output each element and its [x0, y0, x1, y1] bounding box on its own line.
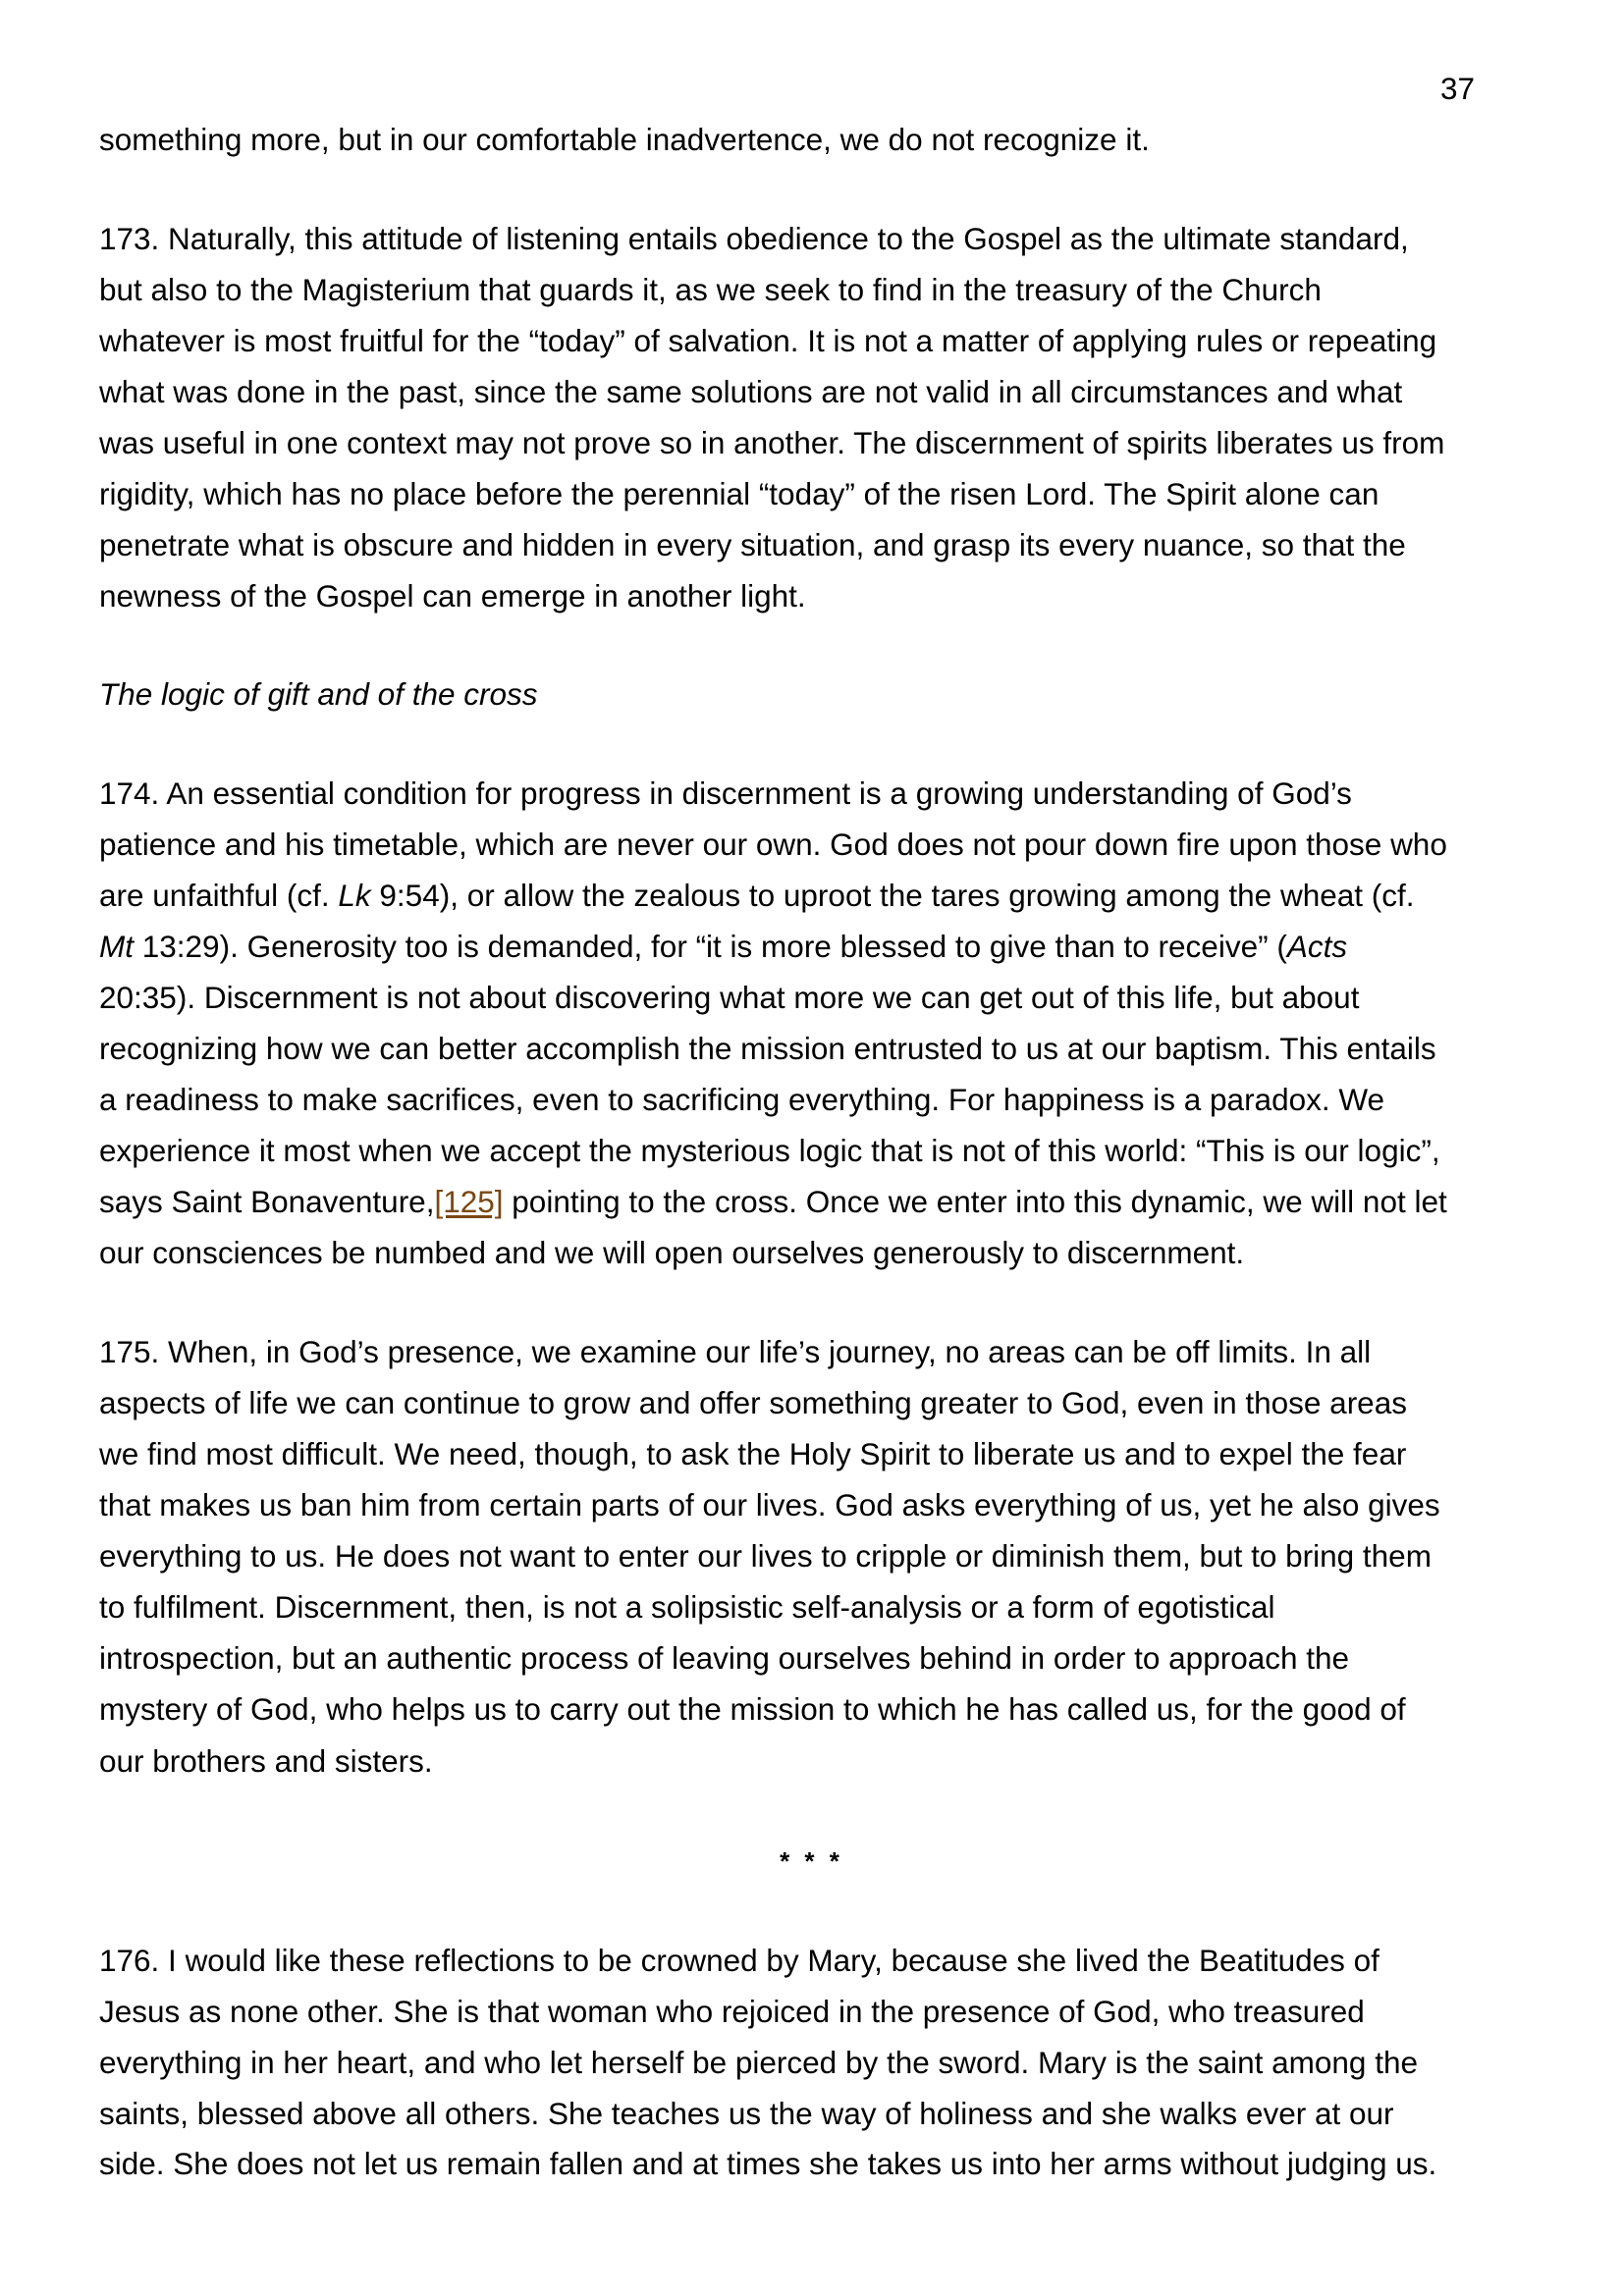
- paragraph-line: what was done in the past, since the same solutions are not valid in all circumstances and what: [99, 374, 1403, 409]
- text-segment: says Saint Bonaventure,: [99, 1184, 435, 1219]
- text-segment: pointing to the cross. Once we enter into this dynamic, we will not let: [503, 1184, 1447, 1219]
- paragraph-line: experience it most when we accept the mysterious logic that is not of this world: “This is our logic”,: [99, 1133, 1440, 1168]
- paragraph-line: was useful in one context may not prove so in another. The discernment of spirits liberates us from: [99, 425, 1445, 460]
- paragraph-line: [99, 929, 1347, 964]
- text-segment: are unfaithful (cf.: [99, 878, 339, 913]
- paragraph-line: 175. When, in God’s presence, we examine our life’s journey, no areas can be off limits. In all: [99, 1334, 1372, 1369]
- paragraph-line: [99, 1184, 1447, 1219]
- scripture-abbrev-matthew: Mt: [99, 929, 134, 964]
- continuation-line: something more, but in our comfortable inadvertence, we do not recognize it.: [99, 122, 1150, 157]
- paragraph-line: our consciences be numbed and we will open ourselves generously to discernment.: [99, 1235, 1245, 1270]
- paragraph-line: our brothers and sisters.: [99, 1743, 433, 1779]
- paragraph-line: newness of the Gospel can emerge in another light.: [99, 578, 806, 614]
- paragraph-line: 20:35). Discernment is not about discovering what more we can get out of this life, but about: [99, 980, 1360, 1015]
- paragraph-line: [99, 878, 1415, 913]
- paragraph-line: introspection, but an authentic process of leaving ourselves behind in order to approach the: [99, 1640, 1350, 1676]
- text-segment: 9:54), or allow the zealous to uproot the tares growing among the wheat (cf.: [370, 878, 1415, 913]
- text-segment: 13:29). Generosity too is demanded, for “it is more blessed to give than to receive” (: [134, 929, 1287, 964]
- paragraph-line: patience and his timetable, which are never our own. God does not pour down fire upon those who: [99, 827, 1447, 862]
- paragraph-line: 176. I would like these reflections to be crowned by Mary, because she lived the Beatitudes of: [99, 1943, 1380, 1978]
- paragraph-line: penetrate what is obscure and hidden in every situation, and grasp its every nuance, so that the: [99, 527, 1406, 562]
- paragraph-line: whatever is most fruitful for the “today” of salvation. It is not a matter of applying rules or repeating: [99, 323, 1437, 358]
- footnote-link-125[interactable]: [125]: [434, 1184, 504, 1219]
- paragraph-line: that makes us ban him from certain parts of our lives. God asks everything of us, yet he also gives: [99, 1487, 1440, 1522]
- paragraph-line: to fulfilment. Discernment, then, is not a solipsistic self-analysis or a form of egotistical: [99, 1589, 1275, 1625]
- paragraph-line: a readiness to make sacrifices, even to sacrificing everything. For happiness is a paradox. We: [99, 1082, 1385, 1117]
- paragraph-line: we find most difficult. We need, though, to ask the Holy Spirit to liberate us and to expel the fear: [99, 1436, 1407, 1471]
- section-separator: * * *: [780, 1846, 843, 1876]
- paragraph-line: 174. An essential condition for progress in discernment is a growing understanding of God’s: [99, 775, 1352, 811]
- paragraph-line: side. She does not let us remain fallen and at times she takes us into her arms without judging us.: [99, 2146, 1437, 2181]
- paragraph-line: everything in her heart, and who let herself be pierced by the sword. Mary is the saint among the: [99, 2045, 1418, 2080]
- paragraph-line: Jesus as none other. She is that woman who rejoiced in the presence of God, who treasured: [99, 1994, 1365, 2029]
- paragraph-line: 173. Naturally, this attitude of listening entails obedience to the Gospel as the ultimate standard,: [99, 221, 1409, 256]
- page-number: 37: [1439, 71, 1475, 106]
- scripture-abbrev-luke: Lk: [338, 878, 371, 913]
- paragraph-line: aspects of life we can continue to grow and offer something greater to God, even in those areas: [99, 1385, 1407, 1420]
- section-heading: The logic of gift and of the cross: [99, 676, 538, 712]
- paragraph-line: recognizing how we can better accomplish the mission entrusted to us at our baptism. This entails: [99, 1031, 1436, 1066]
- scripture-abbrev-acts: Acts: [1286, 929, 1348, 964]
- paragraph-line: rigidity, which has no place before the perennial “today” of the risen Lord. The Spirit alone can: [99, 476, 1380, 511]
- paragraph-line: everything to us. He does not want to enter our lives to cripple or diminish them, but to bring them: [99, 1538, 1432, 1574]
- paragraph-line: saints, blessed above all others. She teaches us the way of holiness and she walks ever at our: [99, 2096, 1394, 2131]
- paragraph-line: mystery of God, who helps us to carry out the mission to which he has called us, for the good of: [99, 1691, 1406, 1727]
- paragraph-line: but also to the Magisterium that guards it, as we seek to find in the treasury of the Church: [99, 272, 1322, 307]
